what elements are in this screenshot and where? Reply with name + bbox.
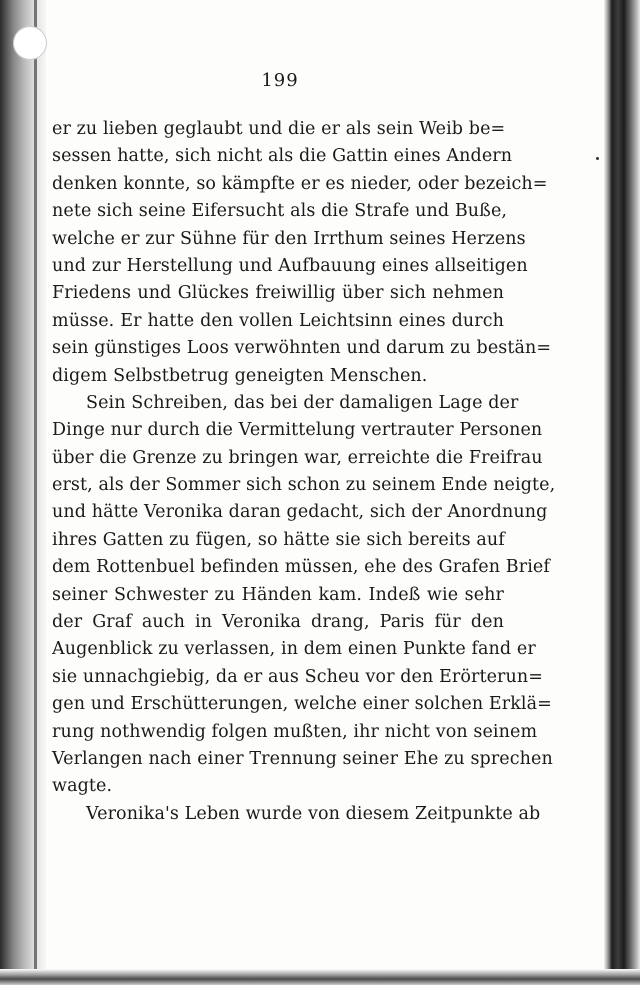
text-line: ihres Gatten zu fügen, so hätte sie sich bereits auf — [52, 529, 505, 550]
text-line: sessen hatte, sich nicht als die Gattin eines Andern — [52, 146, 513, 167]
text-line: Dinge nur durch die Vermittelung vertrauter Personen — [52, 420, 543, 441]
text-line: sein günstiges Loos verwöhnten und darum zu bestän= — [52, 338, 552, 359]
text-line: digem Selbstbetrug geneigten Menschen. — [52, 365, 428, 386]
text-line: denken konnte, so kämpfte er es nieder, oder bezeich= — [52, 173, 548, 194]
text-line: welche er zur Sühne für den Irrthum seines Herzens — [52, 228, 526, 249]
text-line: und zur Herstellung und Aufbauung eines allseitigen — [52, 255, 528, 276]
page-left-binding-shadow — [0, 0, 46, 985]
text-line: seiner Schwester zu Händen kam. Indeß wie sehr — [52, 584, 504, 605]
text-line: sie unnachgiebig, da er aus Scheu vor den Erörterun= — [52, 666, 544, 687]
text-line: Verlangen nach einer Trennung seiner Ehe zu sprechen — [52, 748, 553, 769]
text-line: Friedens und Glückes freiwillig über sich nehmen — [52, 283, 504, 304]
text-line: wagte. — [52, 776, 113, 797]
text-line: und hätte Veronika daran gedacht, sich der Anordnung — [52, 502, 548, 523]
ink-speck — [596, 157, 599, 160]
text-line: rung nothwendig folgen mußten, ihr nicht von seinem — [52, 721, 538, 742]
page-number: 199 — [261, 70, 299, 91]
text-line-paragraph-start: Sein Schreiben, das bei der damaligen Lage der — [86, 392, 519, 413]
text-line: gen und Erschütterungen, welche einer solchen Erklä= — [52, 694, 552, 715]
text-line: der Graf auch in Veronika drang, Paris für den — [52, 612, 504, 633]
page-right-edge-shadow — [604, 0, 640, 985]
text-line: nete sich seine Eifersucht als die Strafe und Buße, — [52, 201, 508, 222]
text-line: dem Rottenbuel befinden müssen, ehe des Grafen Brief — [52, 557, 550, 578]
punch-hole — [13, 26, 47, 60]
text-line: Augenblick zu verlassen, in dem einen Punkte fand er — [52, 639, 536, 660]
text-line: über die Grenze zu bringen war, erreichte die Freifrau — [52, 447, 543, 468]
text-line-paragraph-start: Veronika's Leben wurde von diesem Zeitpunkte ab — [86, 803, 541, 824]
text-line: er zu lieben geglaubt und die er als sein Weib be= — [52, 119, 506, 139]
body-text — [52, 116, 556, 828]
page-bottom-edge-shadow — [0, 969, 640, 985]
text-line: müsse. Er hatte den vollen Leichtsinn eines durch — [52, 310, 504, 331]
text-line: erst, als der Sommer sich schon zu seinem Ende neigte, — [52, 475, 556, 496]
